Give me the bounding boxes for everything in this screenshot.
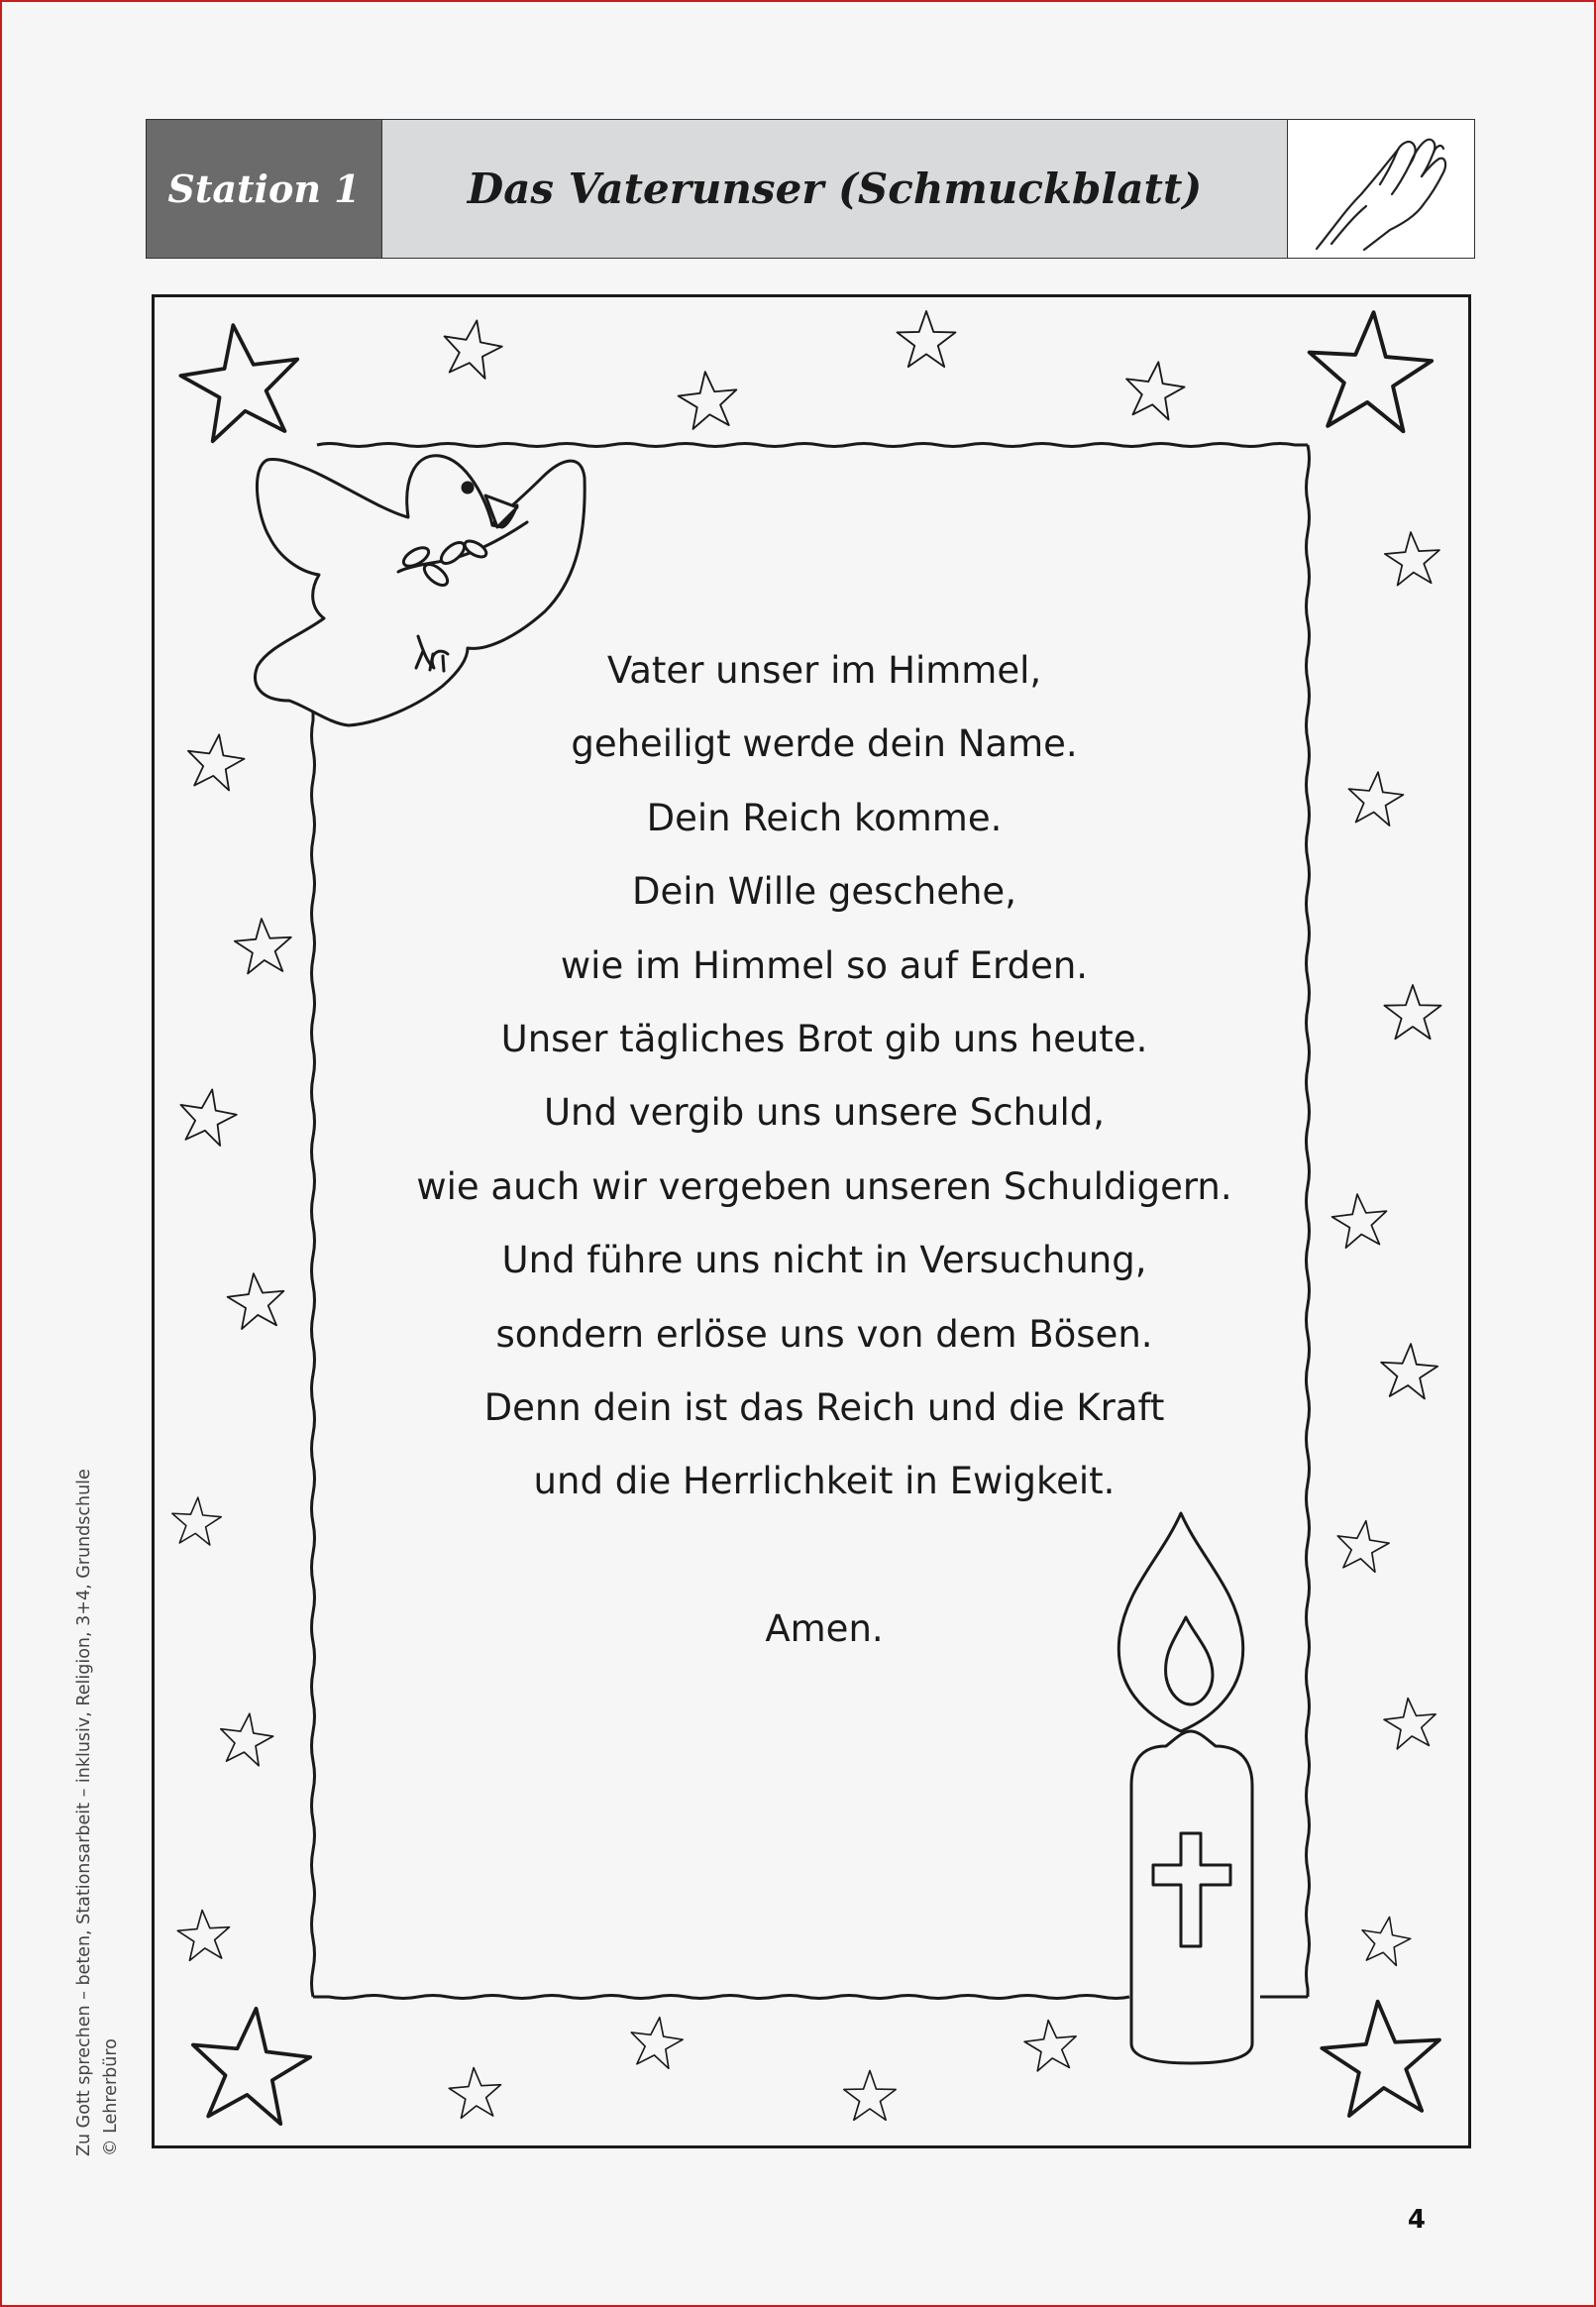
star-icon	[1333, 1517, 1392, 1574]
prayer-closing: Amen.	[765, 1606, 884, 1650]
star-icon	[183, 730, 247, 792]
star-icon	[1022, 2018, 1079, 2072]
prayer-line: Und führe uns nicht in Versuchung,	[501, 1239, 1147, 1282]
star-icon	[1319, 1998, 1444, 2118]
prayer-line: wie im Himmel so auf Erden.	[560, 943, 1089, 987]
star-icon	[186, 2003, 315, 2127]
star-icon	[1357, 1913, 1414, 1967]
prayer-line: und die Herrlichkeit in Ewigkeit.	[533, 1460, 1116, 1503]
star-icon	[627, 2014, 686, 2070]
star-icon	[174, 317, 307, 445]
page-number: 4	[1407, 2205, 1426, 2235]
credit-line: © Lehrerbüro	[101, 2038, 121, 2156]
prayer-line: Dein Reich komme.	[646, 796, 1003, 839]
star-icon	[1121, 358, 1187, 421]
star-icon	[1384, 985, 1440, 1039]
credit-line: Zu Gott sprechen – beten, Stationsarbeit – inklusiv, Religion, 3+4, Grundschule	[74, 1469, 94, 2156]
copyright-credit	[71, 1469, 125, 2156]
star-icon	[225, 1270, 286, 1330]
prayer-line: Vater unser im Himmel,	[606, 649, 1042, 692]
star-icon	[1382, 1696, 1438, 1750]
prayer-line: Denn dein ist das Reich und die Kraft	[483, 1385, 1165, 1429]
star-icon	[216, 1710, 275, 1768]
star-icon	[1305, 308, 1436, 433]
station-label: Station 1	[167, 166, 361, 211]
star-icon	[897, 311, 955, 367]
prayer-line: Dein Wille geschehe,	[632, 870, 1016, 914]
star-icon	[176, 1909, 232, 1961]
prayer-line: geheiligt werde dein Name.	[571, 722, 1078, 766]
star-icon	[1379, 1342, 1439, 1399]
star-icon	[175, 1084, 241, 1147]
prayer-line: Und vergib uns unsere Schuld,	[543, 1091, 1106, 1135]
star-icon	[844, 2071, 896, 2121]
star-icon	[448, 2066, 503, 2119]
star-icon	[676, 369, 740, 430]
star-icon	[1345, 769, 1405, 826]
page-title: Das Vaterunser (Schmuckblatt)	[467, 165, 1203, 213]
star-icon	[233, 917, 293, 974]
star-icon	[1383, 530, 1441, 586]
star-icon	[439, 315, 506, 381]
prayer-line: Unser tägliches Brot gib uns heute.	[500, 1017, 1148, 1060]
star-icon	[170, 1495, 223, 1545]
prayer-line: wie auch wir vergeben unseren Schuldigern.	[416, 1164, 1232, 1208]
prayer-line: sondern erlöse uns von dem Bösen.	[495, 1312, 1153, 1356]
star-icon	[1330, 1191, 1390, 1249]
prayer-text	[329, 634, 1320, 1666]
